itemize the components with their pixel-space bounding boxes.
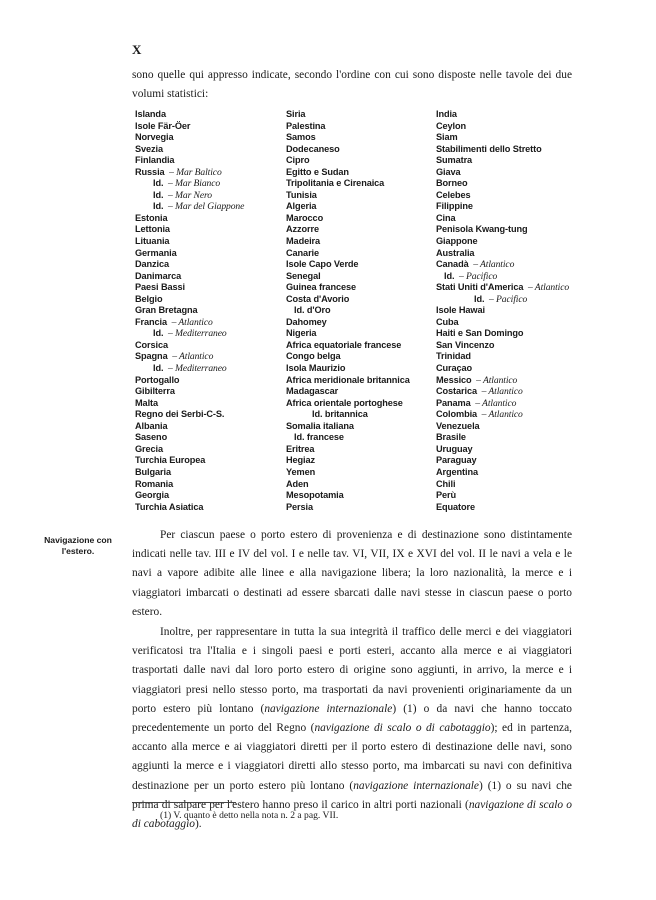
country-entry: [135, 121, 244, 133]
country-name: Romania: [135, 478, 174, 489]
country-entry: [135, 248, 244, 260]
country-entry: [436, 351, 569, 363]
country-name: Hegiaz: [286, 455, 316, 466]
country-subregion: – Atlantico: [166, 316, 213, 328]
country-entry: [135, 502, 244, 514]
country-entry: [436, 190, 569, 202]
country-name: Dahomey: [286, 316, 327, 327]
country-entry: [436, 178, 569, 190]
country-name: Dodecaneso: [286, 143, 340, 154]
country-name: Germania: [135, 247, 177, 258]
country-name: Egitto e Sudan: [286, 166, 349, 177]
country-entry: [436, 167, 569, 179]
country-entry: [135, 155, 244, 167]
country-name: Persia: [286, 501, 313, 512]
country-entry: [286, 201, 410, 213]
country-column-1: [135, 109, 244, 513]
country-entry: [436, 155, 569, 167]
country-entry: [436, 455, 569, 467]
country-name: Uruguay: [436, 443, 473, 454]
country-entry: [135, 351, 244, 363]
country-name: Isole Fär-Öer: [135, 120, 191, 131]
country-entry: [135, 479, 244, 491]
country-entry: [436, 271, 569, 283]
country-name: Filippine: [436, 201, 473, 212]
margin-note: Navigazione con l'estero.: [44, 535, 112, 556]
country-name: Paesi Bassi: [135, 282, 185, 293]
country-entry: [286, 444, 410, 456]
country-entry: [286, 467, 410, 479]
country-entry: [135, 213, 244, 225]
country-entry: [135, 224, 244, 236]
italic-term: navigazione internazionale: [353, 779, 479, 792]
country-name: Corsica: [135, 339, 169, 350]
country-entry: [135, 282, 244, 294]
country-entry: [135, 432, 244, 444]
country-entry: [135, 259, 244, 271]
country-name: Belgio: [135, 293, 163, 304]
country-entry: [286, 155, 410, 167]
country-entry: [436, 398, 569, 410]
country-entry: [286, 121, 410, 133]
country-name: Celebes: [436, 189, 471, 200]
country-name: Africa orientale portoghese: [286, 397, 403, 408]
footnote: (1) V. quanto è detto nella nota n. 2 a pag. VII.: [160, 810, 339, 821]
country-name: Isole Hawai: [436, 305, 485, 316]
country-name: Canadà: [436, 259, 469, 270]
country-name: Argentina: [436, 466, 478, 477]
country-name: Russia: [135, 166, 165, 177]
country-name: Siria: [286, 109, 306, 119]
country-name: Australia: [436, 247, 475, 258]
country-name: Estonia: [135, 212, 168, 223]
country-subregion: – Mar Baltico: [164, 166, 222, 178]
country-entry: [135, 490, 244, 502]
italic-term: navigazione di scalo o di cabotaggio: [314, 722, 491, 735]
country-entry: [436, 421, 569, 433]
country-entry: [286, 190, 410, 202]
country-name: Svezia: [135, 143, 164, 154]
country-entry: [436, 248, 569, 260]
country-entry: [135, 421, 244, 433]
country-entry: [436, 386, 569, 398]
country-entry: [286, 317, 410, 329]
country-entry: [436, 224, 569, 236]
country-entry: [436, 305, 569, 317]
country-name: Algeria: [286, 201, 317, 212]
country-subregion: – Atlantico: [471, 374, 518, 386]
country-name: Curaçao: [436, 363, 473, 374]
country-entry: [436, 467, 569, 479]
country-subregion: – Pacifico: [454, 270, 498, 282]
text-segment: ); ed in partenza, accanto alla merce e ai viaggiatori diretti per il porto estero di destinazione delle navi, sono aggiunti la merce e i viaggiatori diretti allo stesso porto, ma imbarcati su navi con definitiva destinazione per un porto estero più lontano (: [132, 722, 573, 792]
country-name: Turchia Europea: [135, 455, 206, 466]
country-entry: [135, 467, 244, 479]
country-name: Id.: [153, 178, 164, 189]
country-name: Cuba: [436, 316, 459, 327]
country-entry: [135, 144, 244, 156]
country-entry: [135, 386, 244, 398]
country-name: Trinidad: [436, 351, 471, 362]
country-subregion: – Atlantico: [468, 259, 515, 271]
country-name: Danzica: [135, 259, 170, 270]
paragraph-1: Per ciascun paese o porto estero di provenienza e di destinazione sono distintamente indicati nelle tav. III e IV del vol. I e nelle tav. VI, VII, IX e XVI del vol. II le navi a vela e le navi a vapore adibite alle linee e alla navigazione libera; la loro nazionalità, la merce e i viaggiatori imbarcati o destinati ad essere sbarcati dalle navi stesse in ciascun paese o porto estero.: [132, 529, 572, 618]
country-entry: [135, 444, 244, 456]
country-name: Regno dei Serbi-C-S.: [135, 409, 225, 420]
country-entry: [135, 190, 244, 202]
country-entry: [436, 201, 569, 213]
country-name: Palestina: [286, 120, 326, 131]
country-name: Gibilterra: [135, 386, 175, 397]
country-name: Lettonia: [135, 224, 170, 235]
italic-term: navigazione di scalo o di cabotaggio: [132, 798, 572, 831]
country-name: Africa equatoriale francese: [286, 339, 402, 350]
country-entry: [286, 236, 410, 248]
country-name: Id. britannica: [312, 409, 368, 420]
country-entry: [436, 317, 569, 329]
country-subregion: – Atlantico: [523, 282, 570, 294]
country-entry: [436, 363, 569, 375]
country-entry: [436, 444, 569, 456]
country-name: Costarica: [436, 386, 477, 397]
country-name: Samos: [286, 132, 316, 143]
country-entry: [436, 502, 569, 514]
country-subregion: – Mediterraneo: [163, 328, 227, 340]
country-entry: [135, 409, 244, 421]
country-name: Id.: [153, 201, 164, 212]
country-name: Equatore: [436, 501, 476, 512]
country-name: Cina: [436, 212, 456, 223]
country-entry: [286, 294, 410, 306]
country-subregion: – Pacifico: [484, 293, 528, 305]
country-name: Isole Capo Verde: [286, 259, 359, 270]
country-subregion: – Mar Bianco: [163, 178, 221, 190]
country-entry: [286, 398, 410, 410]
country-entry: [286, 432, 410, 444]
country-entry: [135, 236, 244, 248]
country-entry: [286, 340, 410, 352]
country-entry: [286, 421, 410, 433]
country-entry: [436, 490, 569, 502]
country-entry: [286, 213, 410, 225]
country-column-2: [286, 109, 410, 513]
country-name: Finlandia: [135, 155, 175, 166]
country-entry: [135, 328, 244, 340]
text-segment: ).: [194, 818, 202, 831]
country-entry: [436, 409, 569, 421]
country-entry: [436, 432, 569, 444]
country-subregion: – Atlantico: [477, 409, 523, 421]
country-entry: [135, 455, 244, 467]
country-entry: [286, 479, 410, 491]
country-entry: [135, 294, 244, 306]
country-name: Giappone: [436, 236, 478, 247]
country-entry: [286, 386, 410, 398]
country-entry: [436, 340, 569, 352]
country-name: Madeira: [286, 236, 321, 247]
country-name: Chili: [436, 478, 456, 489]
country-entry: [286, 259, 410, 271]
country-entry: [135, 201, 244, 213]
italic-term: navigazione internazionale: [264, 702, 393, 715]
country-name: Stati Uniti d'America: [436, 282, 524, 293]
text-segment: Inoltre, per rappresentare in tutta la sua integrità il traffico delle merci e dei viaggiatori verificatosi tra l'Italia e i singoli paesi e porti esteri, accanto alla merce e ai viaggiatori trasportati dalle navi dal loro porto estero di origine sono aggiunti, in arrivo, la merce e i viaggiatori presi nello stesso porto, ma trasportati da navi provenienti originariamente da un porto estero più lontano (: [132, 626, 572, 715]
country-entry: [436, 294, 569, 306]
country-entry: [135, 109, 244, 121]
country-name: Id. d'Oro: [294, 305, 331, 316]
country-name: Danimarca: [135, 270, 182, 281]
country-name: Yemen: [286, 466, 316, 477]
country-entry: [286, 167, 410, 179]
country-entry: [135, 375, 244, 387]
country-entry: [436, 479, 569, 491]
country-name: Georgia: [135, 490, 170, 501]
country-name: Isola Maurizio: [286, 363, 346, 374]
country-name: Nigeria: [286, 328, 317, 339]
country-entry: [135, 167, 244, 179]
country-name: Id. francese: [294, 432, 344, 443]
country-entry: [135, 398, 244, 410]
country-name: San Vincenzo: [436, 339, 495, 350]
country-name: Tripolitania e Cirenaica: [286, 178, 385, 189]
country-name: Giava: [436, 166, 461, 177]
country-name: Guinea francese: [286, 282, 356, 293]
country-entry: [436, 144, 569, 156]
country-entry: [135, 271, 244, 283]
country-name: Costa d'Avorio: [286, 293, 350, 304]
country-entry: [436, 213, 569, 225]
country-entry: [135, 305, 244, 317]
country-entry: [135, 340, 244, 352]
country-name: Id.: [153, 189, 164, 200]
country-name: Somalia italiana: [286, 420, 354, 431]
country-name: Bulgaria: [135, 466, 171, 477]
country-name: Norvegia: [135, 132, 174, 143]
country-name: Perù: [436, 490, 457, 501]
country-name: Ceylon: [436, 120, 467, 131]
country-name: Spagna: [135, 351, 168, 362]
text-segment: ) (1) o su navi che prima di salpare per l'estero hanno preso il carico in altri porti nazionali (: [132, 779, 572, 811]
country-name: Cipro: [286, 155, 310, 166]
country-name: Francia: [135, 316, 167, 327]
country-name: Marocco: [286, 212, 324, 223]
country-entry: [436, 109, 569, 121]
country-entry: [286, 363, 410, 375]
country-name: Id.: [474, 293, 485, 304]
country-subregion: – Mar Nero: [163, 189, 212, 201]
country-name: Malta: [135, 397, 158, 408]
country-entry: [286, 375, 410, 387]
country-entry: [135, 178, 244, 190]
country-entry: [286, 328, 410, 340]
country-entry: [286, 490, 410, 502]
country-subregion: – Mar del Giappone: [163, 201, 245, 213]
country-name: Senegal: [286, 270, 321, 281]
country-entry: [436, 121, 569, 133]
country-name: Messico: [436, 374, 472, 385]
country-name: Aden: [286, 478, 309, 489]
country-name: Africa meridionale britannica: [286, 374, 410, 385]
country-entry: [286, 109, 410, 121]
country-name: Saseno: [135, 432, 168, 443]
country-entry: [436, 282, 569, 294]
country-entry: [436, 375, 569, 387]
country-entry: [286, 351, 410, 363]
country-name: Turchia Asiatica: [135, 501, 204, 512]
country-name: Grecia: [135, 443, 164, 454]
country-name: Brasile: [436, 432, 466, 443]
country-name: Siam: [436, 132, 458, 143]
country-subregion: – Atlantico: [167, 351, 214, 363]
country-entry: [436, 259, 569, 271]
country-name: Id.: [444, 270, 455, 281]
country-entry: [286, 224, 410, 236]
country-entry: [286, 305, 410, 317]
country-subregion: – Atlantico: [476, 386, 523, 398]
country-entry: [436, 328, 569, 340]
country-name: Lituania: [135, 236, 170, 247]
country-entry: [286, 178, 410, 190]
country-subregion: – Mediterraneo: [163, 363, 227, 375]
page-number: X: [132, 42, 143, 57]
country-entry: [286, 248, 410, 260]
country-column-3: [436, 109, 569, 513]
country-entry: [286, 132, 410, 144]
country-entry: [286, 144, 410, 156]
country-name: Madagascar: [286, 386, 339, 397]
country-name: Id.: [153, 363, 164, 374]
country-name: Sumatra: [436, 155, 473, 166]
country-name: Azzorre: [286, 224, 319, 235]
country-name: Portogallo: [135, 374, 180, 385]
footnote-rule: [132, 802, 236, 803]
country-name: Gran Bretagna: [135, 305, 198, 316]
country-name: Colombia: [436, 409, 478, 420]
country-entry: [286, 502, 410, 514]
country-entry: [135, 363, 244, 375]
country-entry: [286, 409, 410, 421]
country-name: Borneo: [436, 178, 468, 189]
country-name: Mesopotamia: [286, 490, 344, 501]
country-entry: [436, 236, 569, 248]
country-name: Haiti e San Domingo: [436, 328, 524, 339]
country-entry: [286, 271, 410, 283]
country-name: Islanda: [135, 109, 166, 119]
country-entry: [286, 282, 410, 294]
country-name: Congo belga: [286, 351, 341, 362]
country-name: Albania: [135, 420, 168, 431]
country-entry: [436, 132, 569, 144]
country-name: Paraguay: [436, 455, 477, 466]
country-name: Panama: [436, 397, 471, 408]
country-entry: [135, 132, 244, 144]
country-subregion: – Atlantico: [470, 397, 517, 409]
country-name: Penisola Kwang-tung: [436, 224, 528, 235]
country-name: Stabilimenti dello Stretto: [436, 143, 542, 154]
country-name: India: [436, 109, 457, 119]
intro-paragraph: sono quelle qui appresso indicate, secondo l'ordine con cui sono disposte nelle tavole dei due volumi statistici:: [132, 69, 572, 100]
text-segment: ) (1) o da navi che hanno toccato precedentemente un porto del Regno (: [132, 702, 572, 735]
country-name: Canarie: [286, 247, 320, 258]
country-name: Id.: [153, 328, 164, 339]
country-entry: [286, 455, 410, 467]
country-name: Venezuela: [436, 420, 480, 431]
country-entry: [135, 317, 244, 329]
country-name: Eritrea: [286, 443, 315, 454]
country-name: Tunisia: [286, 189, 317, 200]
